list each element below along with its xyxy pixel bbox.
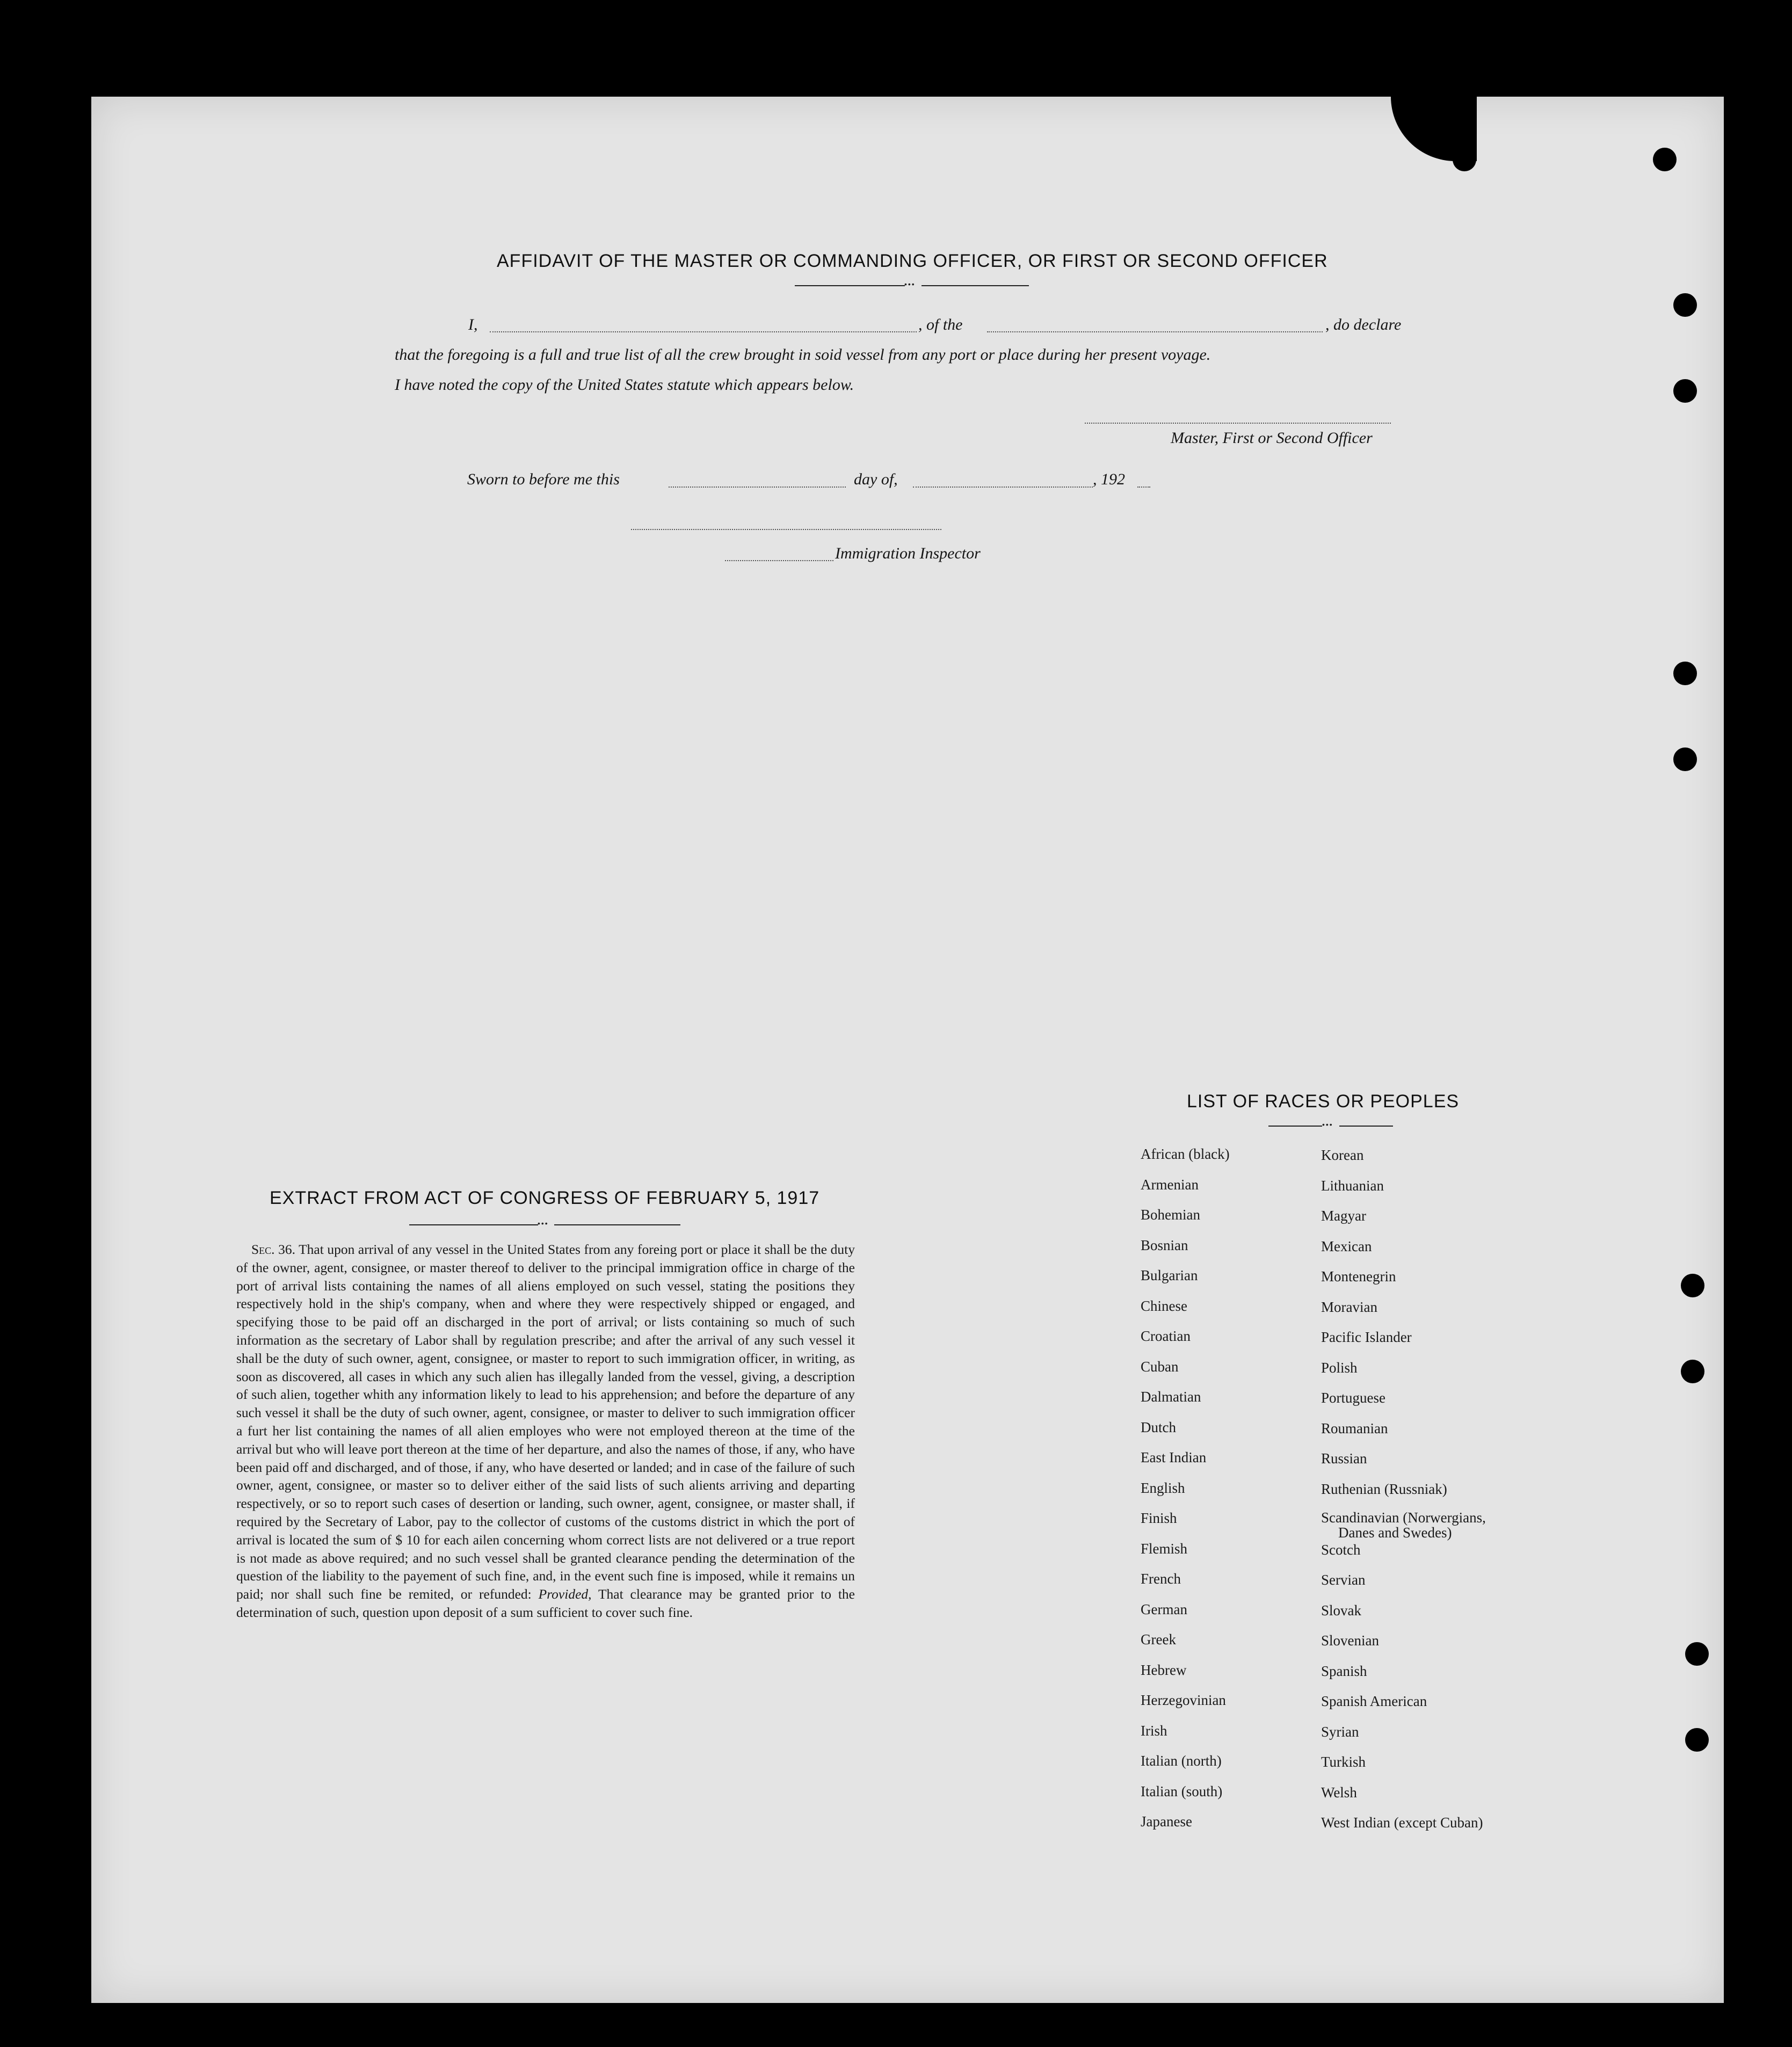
race-item: Magyar [1321,1208,1366,1224]
divider-ornament: ••• [538,1219,549,1228]
punch-hole [1653,148,1677,171]
punch-hole [1681,1360,1704,1383]
inspector-signature-field[interactable] [631,529,941,530]
inspector-signature-label: Immigration Inspector [835,545,981,562]
race-item: Moravian [1321,1298,1377,1315]
race-item: Servian [1321,1572,1366,1588]
section-body-end: That clearance may be granted prior to the determination of such, question upon deposit of a sum sufficient to cover such fine. [236,1586,855,1620]
vessel-field[interactable] [987,331,1323,332]
race-item: Turkish [1321,1754,1366,1770]
do-declare-label: , do declare [1325,316,1402,333]
punch-hole [1685,1642,1709,1666]
race-item: Spanish [1321,1663,1367,1679]
of-the-label: , of the [918,316,963,333]
section-label: Sec. 36. [251,1242,295,1257]
race-item: Herzegovinian [1141,1692,1226,1708]
race-item: Hebrew [1141,1661,1187,1678]
race-item: Cuban [1141,1358,1179,1375]
divider [1339,1126,1393,1127]
race-item: Spanish American [1321,1693,1427,1709]
race-item: Finish [1141,1510,1177,1526]
punch-hole [1673,662,1697,685]
punch-hole [1673,747,1697,771]
race-item: Ruthenian (Russniak) [1321,1480,1447,1497]
race-item: Scandinavian (Norwergians, [1321,1509,1486,1526]
affidavit-line-2: that the foregoing is a full and true list of all the crew brought in soid vessel from any port or place during her present voyage. [395,346,1211,364]
divider [409,1224,538,1225]
races-title: LIST OF RACES OR PEOPLES [1187,1091,1460,1112]
i-label: I, [468,316,478,333]
race-item: German [1141,1601,1187,1617]
race-item: Russian [1321,1450,1367,1467]
divider [1268,1126,1322,1127]
extract-text [236,1240,855,1622]
race-item: Korean [1321,1147,1364,1163]
day-of-label: day of, [854,470,898,488]
punch-hole [1685,1728,1709,1752]
race-item: Italian (south) [1141,1783,1223,1799]
name-field[interactable] [490,331,917,332]
race-item: Montenegrin [1321,1268,1396,1284]
race-item: African (black) [1141,1146,1230,1162]
race-item: Syrian [1321,1723,1359,1740]
divider-ornament: ••• [1322,1120,1333,1129]
divider [795,285,905,286]
race-item: Bohemian [1141,1207,1200,1223]
race-item: Polish [1321,1359,1358,1376]
punch-hole [1681,1274,1704,1297]
document-page [91,97,1724,2003]
race-item: Lithuanian [1321,1177,1384,1194]
race-item: Croatian [1141,1328,1191,1344]
punch-hole [1673,379,1697,403]
race-item: Danes and Swedes) [1338,1525,1452,1541]
master-signature-label: Master, First or Second Officer [1171,429,1373,447]
divider [554,1224,680,1225]
inspector-signature-field-2[interactable] [725,560,833,561]
race-item: Greek [1141,1631,1176,1647]
affidavit-line-3: I have noted the copy of the United States statute which appears below. [395,376,854,394]
race-item: Mexican [1321,1238,1372,1254]
race-item: Flemish [1141,1540,1188,1557]
race-item: English [1141,1479,1185,1496]
race-item: Chinese [1141,1297,1187,1314]
punch-hole [1453,148,1476,171]
race-item: Slovenian [1321,1632,1379,1649]
race-item: Irish [1141,1722,1167,1739]
provided-term: Provided, [538,1586,592,1602]
race-item: Dalmatian [1141,1389,1201,1405]
sworn-month-field[interactable] [913,487,1093,488]
race-item: Bosnian [1141,1237,1188,1253]
sworn-label: Sworn to before me this [467,470,620,488]
race-item: Scotch [1321,1541,1361,1558]
year-field[interactable] [1137,487,1150,488]
master-signature-field[interactable] [1085,423,1391,424]
race-item: West Indian (except Cuban) [1321,1814,1483,1831]
race-item: Roumanian [1321,1420,1388,1436]
race-item: Italian (north) [1141,1753,1222,1769]
sworn-day-field[interactable] [669,487,846,488]
race-item: Welsh [1321,1784,1357,1801]
divider [922,285,1029,286]
race-item: East Indian [1141,1449,1207,1465]
race-item: Slovak [1321,1602,1362,1618]
race-item: Portuguese [1321,1390,1385,1406]
divider-ornament: ••• [904,280,916,288]
race-item: Pacific Islander [1321,1329,1412,1345]
section-body: That upon arrival of any vessel in the United States from any foreing port or place it shall be the duty of the owner, agent, consignee, or master thereof to deliver to the principal immigration office in charge of the port of arrival lists containing the names of all aliens employed on such vessel, stating the positions they respectively hold in the ship's company, when and where they were respectively shipped or engaged, and specifying those to be paid off an discharged in the port of arrival; or lists containing so much of such information as the secretary of Labor shall by regulation prescribe; and after the arrival of any such vessel it shall be the duty of such owner, agent, consignee, or master to report to such immigration officer, in writing, as soon as discovered, all cases in which any such alien has illegally landed from the vessel, giving, a description of such alien, together whith any information likely to lead to his apprehension; and before the departure of any such vessel it shall be the duty of such owner, agent, consignee, or master to deliver to such immigration officer a furt her list containing the names of all alien employes who were not employed thereon at the time of the arrival but who will leave port thereon at the time of her departure, and also the names of those, if any, who have been paid off and discharged, and of those, if any, who have deserted or landed; and in case of the failure of such owner, agent, consignee, or master so to deliver either of the said lists of such alients arriving and departing respectively, or so to report such cases of desertion or landing, such owner, agent, consignee, or master shall, if required by the Secretary of Labor, pay to the collector of customs of the customs district in which the port of arrival is located the sum of $ 10 for each ailen concerning whom correct lists are not delivered or a true report is not made as above required; and no such vessel shall be granted clearance pending the determination of the question of the liability to the payement of such fine, and, in the event such fine is imposed, while it remains un paid; nor shall such fine be remited, or refunded: [236,1242,855,1602]
affidavit-title: AFFIDAVIT OF THE MASTER OR COMMANDING OFFICER, OR FIRST OR SECOND OFFICER [497,251,1328,271]
race-item: Japanese [1141,1813,1192,1830]
race-item: Dutch [1141,1419,1176,1435]
extract-title: EXTRACT FROM ACT OF CONGRESS OF FEBRUARY 5, 1917 [270,1188,820,1208]
race-item: Armenian [1141,1176,1199,1193]
punch-hole [1673,293,1697,317]
race-item: French [1141,1571,1181,1587]
race-item: Bulgarian [1141,1267,1198,1283]
year-label: , 192 [1093,470,1125,488]
